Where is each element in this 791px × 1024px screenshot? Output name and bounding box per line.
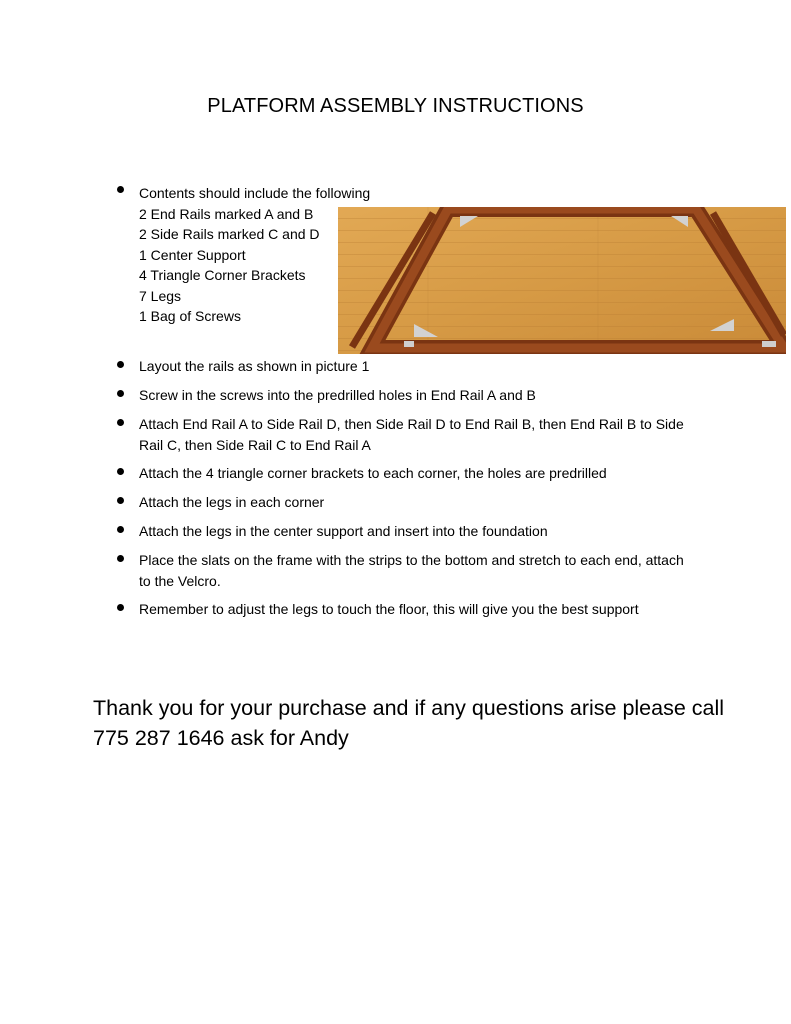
contents-item: 2 End Rails marked A and B — [139, 205, 314, 222]
contents-item: 2 Side Rails marked C and D — [139, 226, 320, 242]
step-item: Attach the legs in each corner — [139, 494, 325, 510]
contents-item: 4 Triangle Corner Brackets — [139, 267, 306, 283]
bullet-icon — [117, 555, 124, 562]
step-item: Attach End Rail A to Side Rail D, then Side Rail D to End Rail B, then End Rail B to Side Rail C, then Side Rail C to End Rail A — [139, 416, 684, 453]
step-item: Remember to adjust the legs to touch the floor, this will give you the best support — [139, 601, 639, 617]
step-item: Place the slats on the frame with the strips to the bottom and stretch to each end, attach to the Velcro. — [139, 552, 684, 589]
contents-item: 1 Center Support — [139, 246, 246, 263]
step-item: Attach the legs in the center support and insert into the foundation — [139, 523, 548, 539]
contents-item: 1 Bag of Screws — [139, 308, 241, 324]
bullet-icon — [117, 468, 124, 475]
step-item: Attach the 4 triangle corner brackets to each corner, the holes are predrilled — [139, 465, 607, 481]
bullet-icon — [117, 604, 124, 611]
bullet-icon — [117, 497, 124, 504]
page-title: PLATFORM ASSEMBLY INSTRUCTIONS — [207, 95, 584, 117]
bullet-icon — [117, 526, 124, 533]
bullet-icon — [117, 419, 124, 426]
contents-intro: Contents should include the following — [139, 185, 371, 201]
step-item: Layout the rails as shown in picture 1 — [139, 358, 370, 374]
closing-message: Thank you for your purchase and if any questions arise please call 775 287 1646 ask for Andy — [93, 696, 725, 750]
step-item: Screw in the screws into the predrilled holes in End Rail A and B — [139, 387, 536, 403]
bullet-icon — [117, 390, 124, 397]
platform-frame-photo — [338, 207, 786, 354]
contents-item: 7 Legs — [139, 287, 182, 304]
bullet-icon — [117, 361, 124, 368]
bullet-icon — [117, 186, 124, 193]
